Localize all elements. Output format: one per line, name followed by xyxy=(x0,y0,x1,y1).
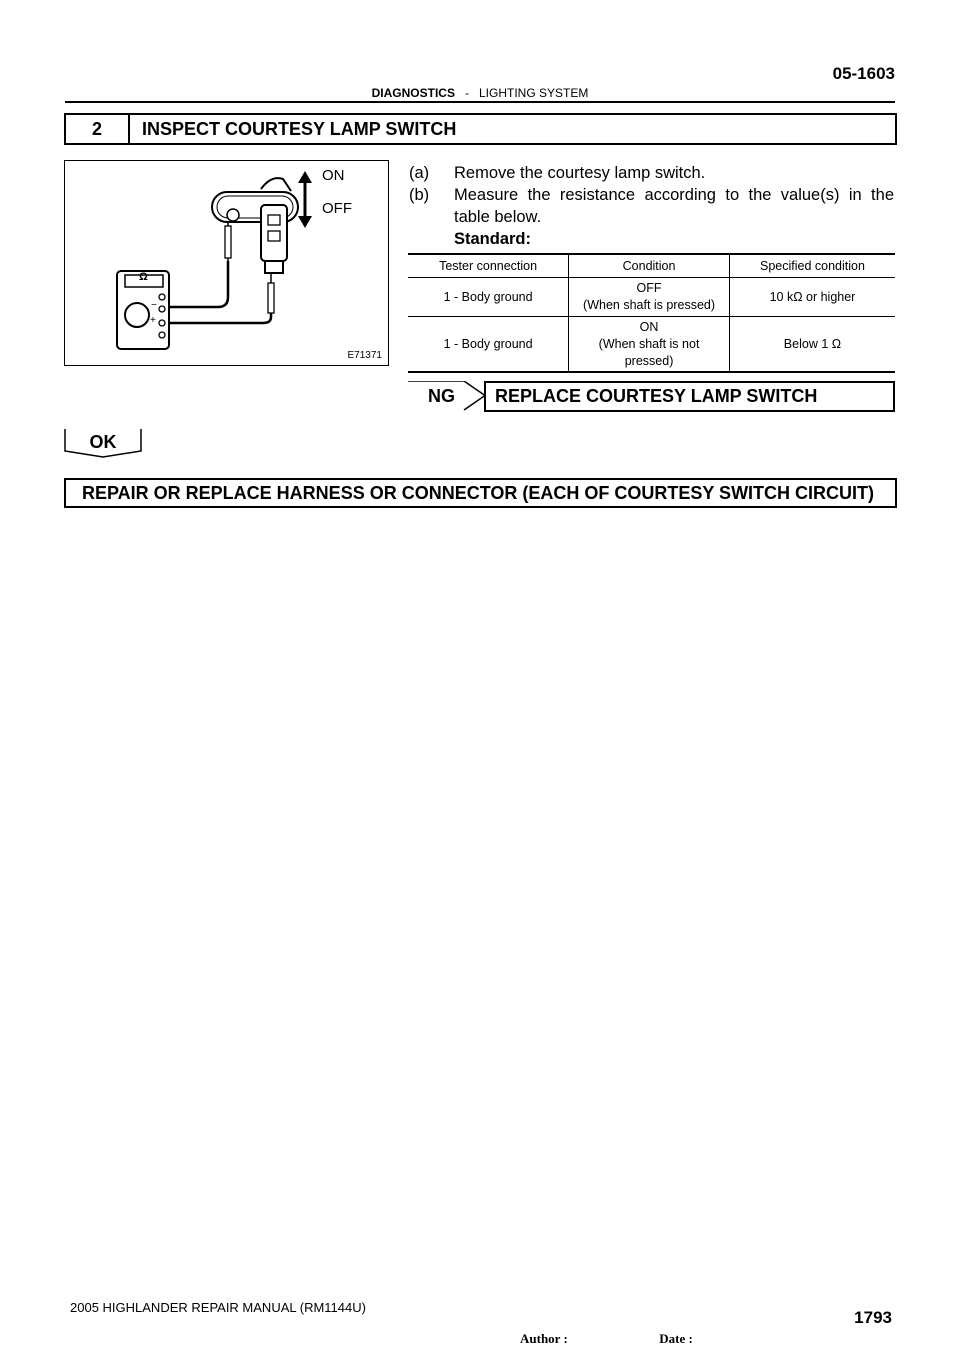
footer-page-number: 1793 xyxy=(854,1308,892,1327)
instruction-b xyxy=(409,184,896,228)
instruction-marker: (a) xyxy=(409,164,430,182)
ohm-symbol: Ω xyxy=(139,271,148,283)
step-title: INSPECT COURTESY LAMP SWITCH xyxy=(142,119,457,139)
step-number: 2 xyxy=(66,115,130,143)
condition-state: ON xyxy=(639,319,659,334)
condition-state: OFF xyxy=(636,281,662,295)
section-name: DIAGNOSTICS xyxy=(371,86,455,100)
author-date-line xyxy=(520,1331,693,1347)
final-action-text: REPAIR OR REPLACE HARNESS OR CONNECTOR (EACH OF COURTESY SWITCH CIRCUIT) xyxy=(82,483,875,503)
header-separator: - xyxy=(464,86,469,100)
standard-label: Standard: xyxy=(454,230,532,248)
resistance-spec-table xyxy=(408,253,895,373)
tester-connection-cell: 1 - Body ground xyxy=(408,317,569,373)
final-action-box xyxy=(64,478,897,508)
condition-detail: (When shaft is pressed) xyxy=(583,298,716,312)
on-label: ON xyxy=(322,167,345,184)
subsection-name: LIGHTING SYSTEM xyxy=(479,86,589,100)
instruction-marker: (b) xyxy=(409,186,430,204)
ng-branch xyxy=(408,381,895,411)
ng-result-text: REPLACE COURTESY LAMP SWITCH xyxy=(495,386,818,406)
column-header: Condition xyxy=(569,254,730,278)
page-number: 05-1603 xyxy=(832,64,895,83)
tester-connection-cell: 1 - Body ground xyxy=(408,278,569,317)
figure-id: E71371 xyxy=(347,350,382,361)
condition-detail: (When shaft is not pressed) xyxy=(598,336,700,368)
author-label: Author : xyxy=(520,1331,568,1346)
instruction-a xyxy=(409,162,896,184)
instruction-text: Measure the resistance according to the value(s) in the table below. xyxy=(454,186,894,226)
condition-cell xyxy=(569,317,730,373)
ok-label: OK xyxy=(89,432,117,452)
ng-label: NG xyxy=(428,386,455,406)
table-row xyxy=(408,317,895,373)
off-label: OFF xyxy=(322,200,352,217)
switch-diagram-drawing xyxy=(65,161,390,367)
specified-condition-cell: Below 1 Ω xyxy=(729,317,895,373)
condition-cell xyxy=(569,278,730,317)
instruction-text: Remove the courtesy lamp switch. xyxy=(454,164,706,182)
ng-result-box xyxy=(484,381,895,412)
meter-plus-label: + xyxy=(150,315,156,326)
manual-title: 2005 HIGHLANDER REPAIR MANUAL (RM1144U) xyxy=(70,1300,366,1315)
ok-branch xyxy=(64,429,144,459)
date-label: Date : xyxy=(659,1331,693,1346)
switch-illustration xyxy=(64,160,389,366)
header-rule xyxy=(65,101,895,103)
table-row xyxy=(408,278,895,317)
column-header: Specified condition xyxy=(729,254,895,278)
step-heading xyxy=(64,113,897,145)
running-header xyxy=(0,86,960,100)
table-header-row xyxy=(408,254,895,278)
specified-condition-cell: 10 kΩ or higher xyxy=(729,278,895,317)
column-header: Tester connection xyxy=(408,254,569,278)
meter-minus-label: − xyxy=(151,300,157,311)
